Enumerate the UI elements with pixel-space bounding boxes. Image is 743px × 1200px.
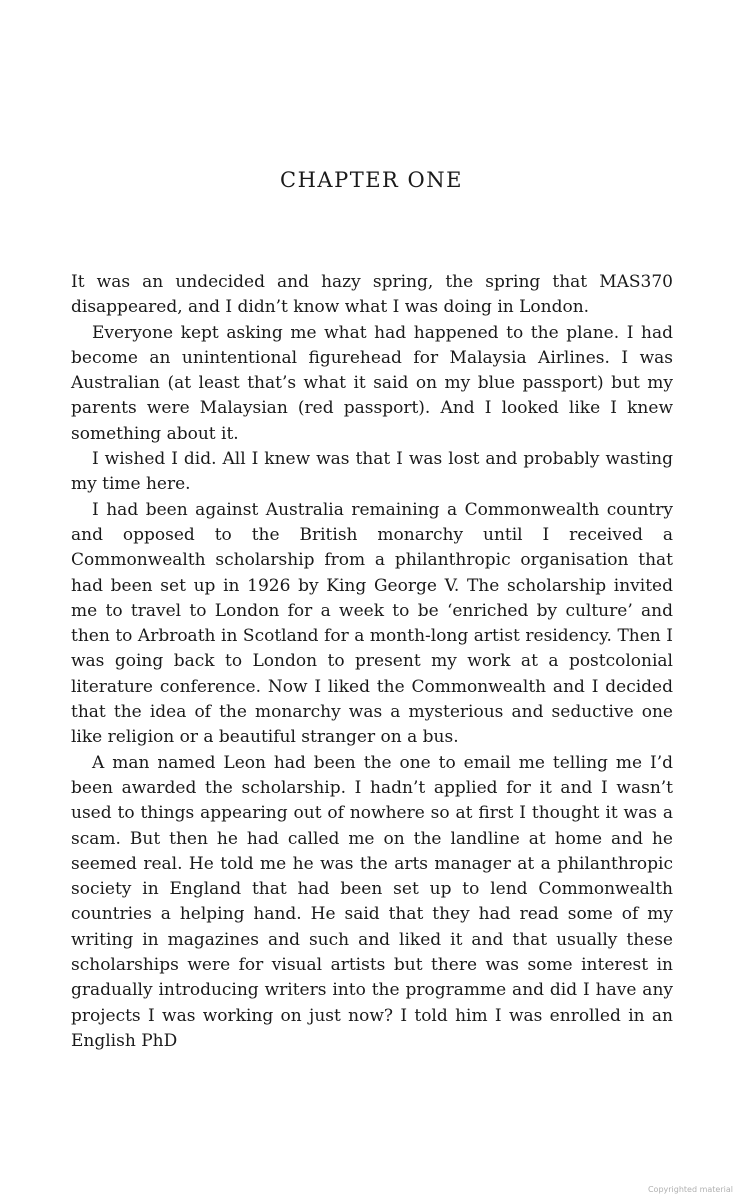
copyright-notice: Copyrighted material xyxy=(647,1185,733,1194)
chapter-title: CHAPTER ONE xyxy=(280,168,463,192)
paragraph: Everyone kept asking me what had happened to the plane. I had become an unintentional figurehead for Malaysia Airlines. I was Australian (at least that’s what it said on my blue passport) but my parents were Malaysian (red passport). And I looked like I knew something about it. xyxy=(71,322,673,444)
paragraph: I wished I did. All I knew was that I was lost and probably wasting my time here. xyxy=(71,449,673,495)
paragraph: A man named Leon had been the one to email me telling me I’d been awarded the scholarship. I hadn’t applied for it and I wasn’t used to things appearing out of nowhere so at first I thought it was a scam. But then he had called me on the landline at home and he seemed real. He told me he was the arts manager at a philanthropic society in England that had been set up to lend Commonwealth countries a helping hand. He said that they had read some of my writing in magazines and such and liked it and that usually these scholarships were for visual artists but there was some interest in gradually introducing writers into the programme and did I have any projects I was working on just now? I told him I was enrolled in an English PhD xyxy=(71,752,673,1051)
paragraph: It was an undecided and hazy spring, the spring that MAS370 disappeared, and I didn’t know what I was doing in London. xyxy=(71,272,673,318)
chapter-body xyxy=(71,270,673,1054)
paragraph: I had been against Australia remaining a Commonwealth country and opposed to the British monarchy until I received a Commonwealth scholarship from a philanthropic organisation that had been set up in 1926 by King George V. The scholarship invited me to travel to London for a week to be ‘enriched by culture’ and then to Arbroath in Scotland for a month-long artist residency. Then I was going back to London to present my work at a postcolonial literature conference. Now I liked the Commonwealth and I decided that the idea of the monarchy was a mysterious and seductive one like religion or a beautiful stranger on a bus. xyxy=(71,499,673,748)
